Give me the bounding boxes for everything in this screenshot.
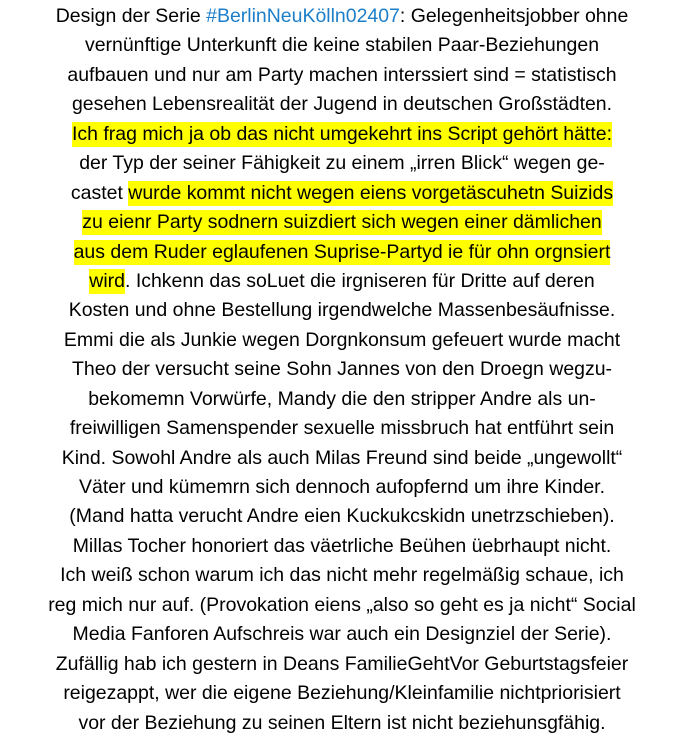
text-line bbox=[0, 502, 684, 531]
text-line bbox=[0, 591, 684, 620]
text-line bbox=[0, 179, 684, 208]
text-span: Emmi die als Junkie wegen Dorgnkonsum gefeuert wurde macht bbox=[63, 328, 621, 351]
text-span: gesehen Lebensrealität der Jugend in deutschen Großstädten. bbox=[71, 93, 613, 116]
text-span: reg mich nur auf. (Provokation eiens „also so geht es ja nicht“ Social bbox=[48, 593, 636, 616]
text-line bbox=[0, 532, 684, 561]
text-line bbox=[0, 267, 684, 296]
text-line bbox=[0, 2, 684, 31]
text-line bbox=[0, 414, 684, 443]
highlighted-text: zu eienr Party sodnern suizdiert sich wegen einer dämlichen bbox=[82, 211, 602, 234]
highlighted-text: wird bbox=[89, 269, 125, 292]
text-span: bekomemn Vorwürfe, Mandy die den stripper Andre als un- bbox=[88, 387, 596, 410]
text-span: aufbauen und nur am Party machen interssiert sind = statistisch bbox=[67, 63, 617, 86]
text-line bbox=[0, 296, 684, 325]
text-line bbox=[0, 120, 684, 149]
text-span: Kosten und ohne Bestellung irgendwelche Massenbesäufnisse. bbox=[68, 299, 616, 322]
text-line bbox=[0, 620, 684, 649]
text-line bbox=[0, 355, 684, 384]
text-span: reigezappt, wer die eigene Beziehung/Kleinfamilie nichtpriorisiert bbox=[63, 682, 621, 705]
text-span: Ich weiß schon warum ich das nicht mehr regelmäßig schaue, ich bbox=[60, 564, 624, 587]
highlighted-text: wurde kommt nicht wegen eiens vorgetäscuhetn Suizids bbox=[128, 181, 614, 204]
text-line bbox=[0, 561, 684, 590]
text-span: der Typ der seiner Fähigkeit zu einem „irren Blick“ wegen ge- bbox=[79, 152, 605, 175]
text-line bbox=[0, 709, 684, 738]
text-line bbox=[0, 679, 684, 708]
highlighted-text: Ich frag mich ja ob das nicht umgekehrt ins Script gehört hätte: bbox=[72, 122, 612, 145]
text-span: Millas Tocher honoriert das väetrliche Beühen üebrhaupt nicht. bbox=[72, 534, 612, 557]
text-line bbox=[0, 473, 684, 502]
text-span: vernünftige Unterkunft die keine stabilen Paar-Beziehungen bbox=[84, 34, 600, 57]
highlighted-text: aus dem Ruder eglaufenen Suprise-Partyd ie für ohn orgnsiert bbox=[73, 240, 611, 263]
text-line bbox=[0, 90, 684, 119]
text-span: (Mand hatta verucht Andre eien Kuckukcskidn unetrzschieben). bbox=[69, 505, 615, 528]
text-span: Zufällig hab ich gestern in Deans FamilieGehtVor Geburtstagsfeier bbox=[55, 652, 629, 675]
text-span: Theo der versucht seine Sohn Jannes von den Droegn wegzu- bbox=[71, 358, 613, 381]
text-span: vor der Beziehung zu seinen Eltern ist nicht beziehunsgfähig. bbox=[78, 711, 606, 734]
text-line bbox=[0, 444, 684, 473]
text-line bbox=[0, 149, 684, 178]
text-span: . Ichkenn das soLuet die irgniseren für Dritte auf deren bbox=[125, 269, 595, 292]
text-span: Väter und kümemrn sich dennoch aufopfernd um ihre Kinder. bbox=[79, 476, 605, 498]
text-span: freiwilligen Samenspender sexuelle missbruch hat entführt sein bbox=[69, 417, 615, 440]
text-span: castet bbox=[70, 181, 129, 204]
text-line bbox=[0, 61, 684, 90]
text-line bbox=[0, 385, 684, 414]
text-line bbox=[0, 208, 684, 237]
text-line bbox=[0, 650, 684, 679]
text-span: : Gelegenheitsjobber ohne bbox=[399, 5, 629, 27]
text-line bbox=[0, 31, 684, 60]
text-span: Media Fanforen Aufschreis war auch ein Designziel der Serie). bbox=[72, 623, 612, 646]
hashtag-link[interactable]: #BerlinNeuKölln02407 bbox=[206, 5, 400, 27]
text-line bbox=[0, 238, 684, 267]
text-span: Kind. Sowohl Andre als auch Milas Freund sind beide „ungewollt“ bbox=[61, 446, 623, 469]
text-span: Design der Serie bbox=[55, 5, 207, 27]
text-line bbox=[0, 326, 684, 355]
